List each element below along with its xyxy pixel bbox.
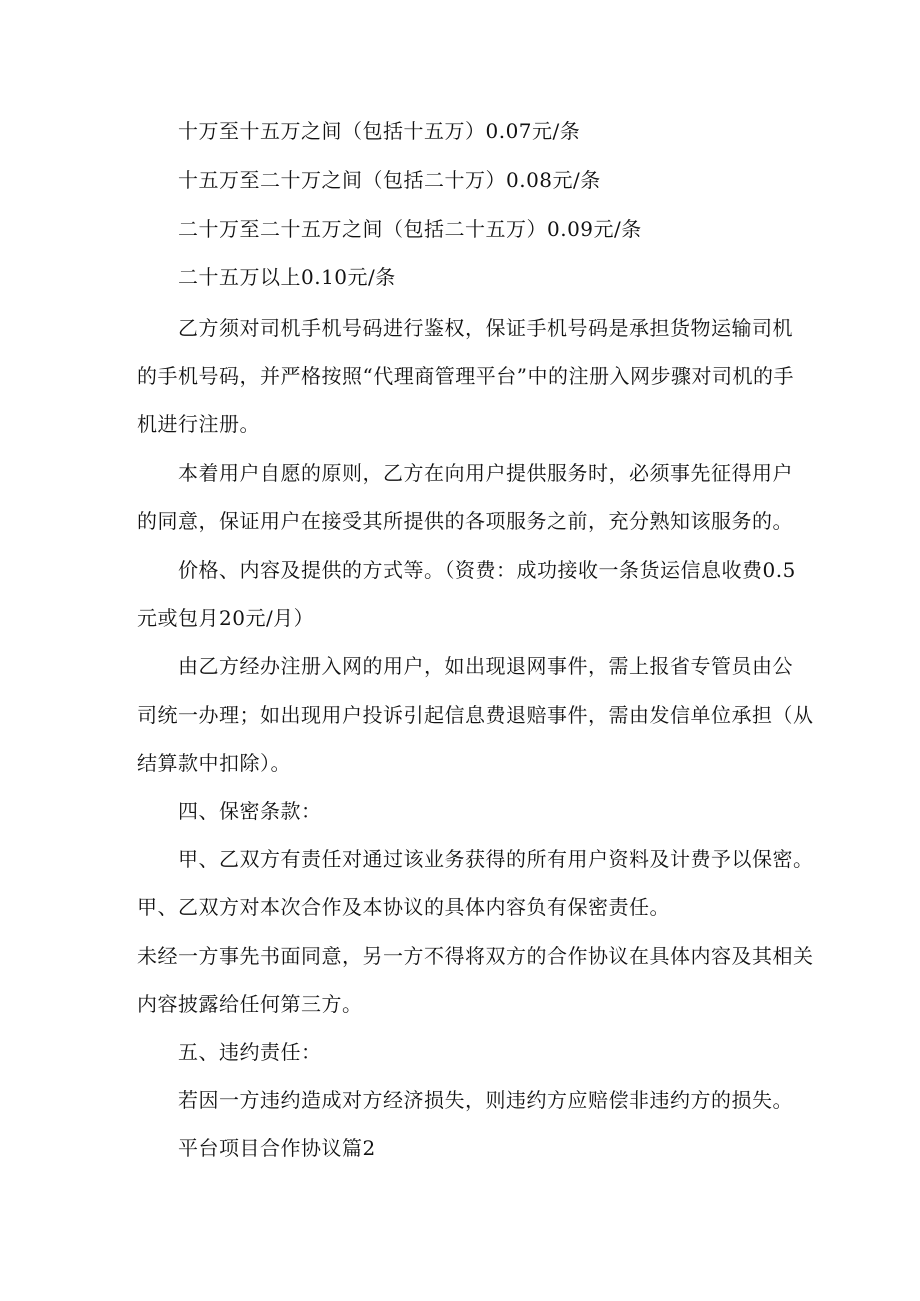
paragraph-line: 元或包月20元/月） xyxy=(137,606,315,630)
paragraph-line: 由乙方经办注册入网的用户，如出现退网事件，需上报省专管员由公 xyxy=(178,654,793,678)
paragraph-line: 司统一办理；如出现用户投诉引起信息费退赔事件，需由发信单位承担（从 xyxy=(137,703,814,727)
paragraph-line: 若因一方违约造成对方经济损失，则违约方应赔偿非违约方的损失。 xyxy=(178,1088,793,1112)
paragraph-line: 十五万至二十万之间（包括二十万）0.08元/条 xyxy=(178,168,601,192)
paragraph-line: 十万至十五万之间（包括十五万）0.07元/条 xyxy=(178,119,581,143)
paragraph-line: 的手机号码，并严格按照“代理商管理平台”中的注册入网步骤对司机的手 xyxy=(137,364,794,388)
paragraph-line: 未经一方事先书面同意，另一方不得将双方的合作协议在具体内容及其相关 xyxy=(137,944,814,968)
paragraph-line: 甲、乙双方有责任对通过该业务获得的所有用户资料及计费予以保密。 xyxy=(178,847,814,871)
paragraph-line: 内容披露给任何第三方。 xyxy=(137,992,363,1016)
paragraph-line: 二十万至二十五万之间（包括二十五万）0.09元/条 xyxy=(178,217,642,241)
paragraph-line: 的同意，保证用户在接受其所提供的各项服务之前，充分熟知该服务的。 xyxy=(137,509,793,533)
paragraph-line: 结算款中扣除）。 xyxy=(137,751,291,775)
paragraph-line: 甲、乙双方对本次合作及本协议的具体内容负有保密责任。 xyxy=(137,895,670,919)
paragraph-line: 乙方须对司机手机号码进行鉴权，保证手机号码是承担货物运输司机 xyxy=(178,316,793,340)
document-title: 平台项目合作协议篇2 xyxy=(178,1136,376,1160)
paragraph-line: 二十五万以上0.10元/条 xyxy=(178,265,396,289)
section-heading: 四、保密条款： xyxy=(178,799,322,823)
paragraph-line: 本着用户自愿的原则，乙方在向用户提供服务时，必须事先征得用户 xyxy=(178,461,793,485)
paragraph-line: 机进行注册。 xyxy=(137,412,260,436)
section-heading: 五、违约责任： xyxy=(178,1040,322,1064)
paragraph-line: 价格、内容及提供的方式等。（资费：成功接收一条货运信息收费0.5 xyxy=(178,558,796,582)
